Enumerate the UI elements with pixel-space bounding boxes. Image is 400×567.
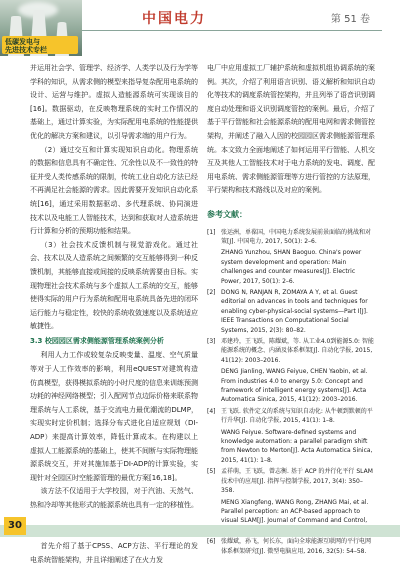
footer-bar — [0, 525, 400, 537]
left-column — [30, 62, 198, 567]
subsection-heading: 3.3 校园园区需求侧能源管理系统案例分析 — [30, 336, 164, 345]
paragraph: 并运用社会学、管理学、经济学、人类学以及行为学等学科的知识，从需求侧的模型来指导复杂配用电系统的设计、运营与维护。虚拟人造能源系统可实现该目的[16]。数据驱动，在反映物理系统的实时工作情况的基础上，通过计算实验，为实际配用电系统的性能提供优化的解决方案和建议，以引导需求端的用户行为。 — [30, 64, 198, 140]
reference-item — [207, 428, 375, 466]
paragraph: （3）社会技术反馈机制与视觉游戏化。通过社会、技术以及人造系统之间频繁的交互能够得到一种反馈机制，其能够直接或间接的反映系统需要由目标。实现物理社会技术系统与多个虚拟人工系统的交互，能够使得实际的用户行为系统和配用电系统具备先进的闭环运行能力与稳定性，较快的系统收敛速度以及系统适应敏捷性。 — [30, 240, 198, 331]
section-badge — [2, 36, 78, 54]
volume-label: 第 51 卷 — [330, 14, 370, 25]
reference-text: 张耀斌，孙飞，何长东，面向全球能源互联网的平行电网体系框架研究[J]. 微型电脑应用, 2016, 32(5): 54–58. — [221, 538, 372, 555]
reference-item — [207, 337, 375, 365]
reference-number: [5] — [207, 468, 216, 476]
magazine-title: 中国电力 — [142, 11, 206, 27]
references-heading: 参考文献： — [207, 209, 247, 219]
reference-item — [207, 248, 375, 286]
paragraph: 首先介绍了基于CPSS、ACP方法、平行理论的发电系统智能架构，并且详细阐述了在火力发 — [30, 542, 198, 564]
reference-number: [6] — [207, 538, 216, 546]
paragraph: 该方法不仅适用于大学校园，对于汽油、天然气、热和冷却等其他形式的能源系统也具有一定的移植性。 — [30, 487, 198, 509]
paragraph: （2）通过交互和计算实现知识自动化。物理系统的数据和信息具有不确定性、冗余性以及不一致性的特征并受人类传感系统的限制，传统工业自动化方法已经不再满足社会能源的需求。因此需要开发知识自动化系统[16]，通过采用数据驱动、多代理系统、协同演进技术以及电能工人智能技术，达到和获取对人造系统进行计算和分析的预期功能和结果。 — [30, 145, 198, 236]
section-name-line1: 低碳发电与 — [5, 38, 40, 46]
power-plant-photo — [0, 0, 82, 56]
paragraph: 利用人力工作或较复杂反映变量、温度、空气质量等对于人工作效率的影响，利用eQUEST对建筑构造仿真模型，获得模拟系统的小时尺度的信息来训练预测功耗的神经网络模型；引入配网节点边际价格来联系物理系统与人工系统，基于交流电力最优潮流的DLMP，实现实时定价机制；选择分布式进化自适应规划（DI-ADP）来提高计算效率，降低计算成本。在构建以上虚拟人工能源系统的基础上，使其不间断与实际物理能源系统交互，并对其施加基于DI-ADP的计算实验，实现针对全园区时空能源管理的最优方案[16,18]。 — [30, 351, 198, 482]
paragraph: 电厂中应用虚拟工厂辅护系统和虚拟机组协调系统的案例。其次，介绍了利用语言识别、语义解析和知识自动化等技术的调度系统管控架构，并且列举了语音识别调度自动处理和语义识别调度管控的案例。最后，介绍了基于平行智能和社会能源系统的配用电网和需求侧管控架构，并阐述了融入人因的校园园区需求侧能源管理系统。本文致力全面地阐述了如何运用平行智能、人机交互及其他人工智能技术对于电力系统的发电、调度、配用电系统、需求侧能源管理等方进行管控的方法原理，平行架构和技术路线以及对应的案例。 — [207, 64, 375, 195]
reference-item — [207, 288, 375, 335]
reference-item — [207, 467, 375, 495]
reference-text: 张运洲，单葆国，中国电力系统发展前景面临的挑战和对策[J]. 中国电力, 2017, 50(1): 2–6. — [221, 228, 372, 245]
reference-number: [1] — [207, 228, 216, 236]
reference-number: [2] — [207, 288, 216, 296]
reference-text: 王飞跃. 软件定义的系统与知识自动化: 从牛顿到默顿的平行升华[J]. 自动化学报, 2015, 41(1): 1–8. — [221, 407, 373, 425]
reference-number: [3] — [207, 338, 216, 345]
reference-text: 邓建玲，王飞跃，陈耀斌，等. 从工业4.0到能源5.0: 智能能源系统的概念、内涵及体系框架[J]. 自动化学报, 2015, 41(12): 2003–2016. — [221, 338, 374, 364]
page-header — [0, 0, 400, 56]
header-divider — [82, 30, 382, 31]
reference-item — [207, 407, 375, 426]
reference-list — [207, 228, 375, 556]
reference-text: DENG Jianling, WANG Feiyue, CHEN Yaobin, et al. From industries 4.0 to energy 5.0: Concept and framework of intelligent energy systems[J]. Acta Automatica Sinica, 2015, 41(12): 2003–2016. — [221, 368, 368, 404]
page-number: 30 — [4, 517, 26, 535]
right-column — [207, 62, 375, 558]
reference-number: [4] — [207, 407, 216, 415]
reference-text: 孟祥萌，王飞跃，曾志衡. 基于 ACP 的并行化平行 SLAM 技术中的应用[J]. 指挥与控制学报, 2017, 3(4): 350–358. — [221, 468, 373, 495]
reference-text: ZHANG Yunzhou, SHAN Baoguo. China's power system development and operation: Main challenges and counter measures[J]. Electric Power, 2017, 50(1): 2–6. — [221, 249, 362, 285]
reference-text: MENG Xiangfeng, WANG Rong, ZHANG Mai, et al. Parallel perception: an ACP-based approach to visual SLAM[J]. Journal of Command and Control, — [221, 498, 369, 525]
reference-item — [207, 537, 375, 556]
section-name-line2: 先进技术专栏 — [5, 46, 47, 54]
reference-text: DONG N, RANJAN R, ZOMAYA A Y, et al. Guest editorial on advances in tools and techniques for enabling cyber-physical-social systems—Part I[J]. IEEE Transactions on Computational Social Systems, 2015, 2(3): 80–82. — [221, 288, 368, 334]
reference-item — [207, 367, 375, 405]
reference-text: WANG Feiyue. Software-defined systems and knowledge automation: a parallel paradigm shift from Newton to Merton[J]. Acta Automatica Sinica, 2015, 41(1): 1–8. — [221, 428, 373, 464]
reference-item — [207, 228, 375, 247]
